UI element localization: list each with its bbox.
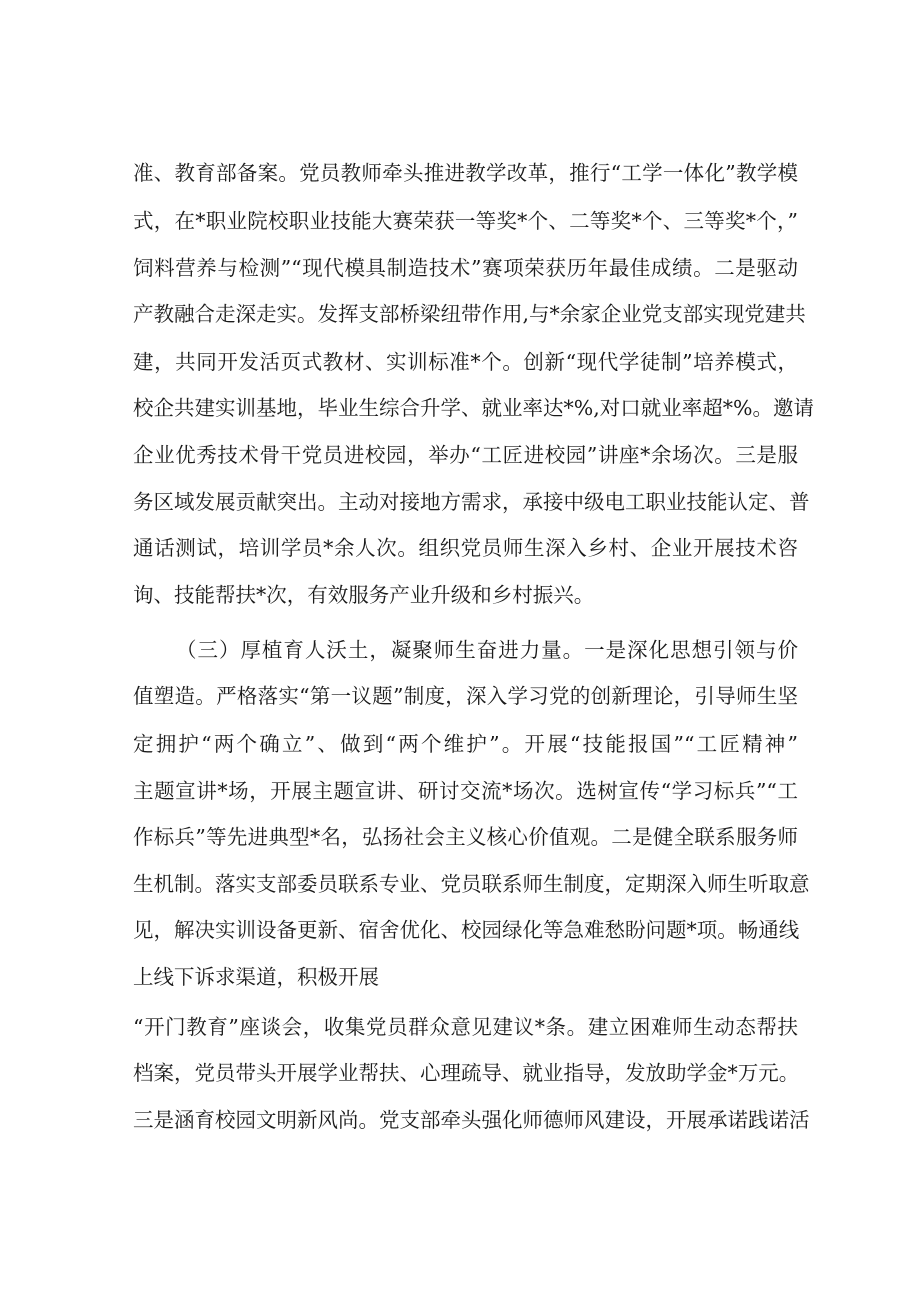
paragraph-line: 通话测试，培训学员*余人次。组织党员师生深入乡村、企业开展技术咨 (133, 536, 798, 560)
paragraph-line: 见，解决实训设备更新、宿舍优化、校园绿化等急难愁盼问题*项。畅通线 (133, 918, 800, 942)
paragraph-line: 务区域发展贡献突出。主动对接地方需求，承接中级电工职业技能认定、普 (133, 490, 810, 514)
paragraph-line: 定拥护“两个确立”、做到“两个维护”。开展“技能报国”“工匠精神” (133, 732, 798, 756)
paragraph-line: 企业优秀技术骨干党员进校园，举办“工匠进校园”讲座*余场次。三是服 (133, 443, 798, 467)
paragraph-line: 询、技能帮扶*次，有效服务产业升级和乡村振兴。 (133, 583, 595, 607)
section-heading-line: （三）厚植育人沃土，凝聚师生奋进力量。一是深化思想引领与价 (176, 638, 798, 662)
paragraph-line: 三是涵育校园文明新风尚。党支部牵头强化师德师风建设，开展承诺践诺活 (133, 1108, 810, 1132)
paragraph-line: 值塑造。严格落实“第一议题”制度，深入学习党的创新理论，引导师生坚 (133, 684, 798, 708)
paragraph-line: 档案，党员带头开展学业帮扶、心理疏导、就业指导，发放助学金*万元。 (133, 1061, 800, 1085)
paragraph-line: 产教融合走深走实。发挥支部桥梁纽带作用,与*余家企业党支部实现党建共 (133, 302, 806, 326)
paragraph-line: 式，在*职业院校职业技能大赛荣获一等奖*个、二等奖*个、三等奖*个，” (133, 209, 798, 233)
paragraph-line: 饲料营养与检测”“现代模具制造技术”赛项荣获历年最佳成绩。二是驱动 (133, 256, 798, 280)
paragraph-line: “开门教育”座谈会，收集党员群众意见建议*条。建立困难师生动态帮扶 (133, 1015, 798, 1039)
paragraph-line: 主题宣讲*场，开展主题宣讲、研讨交流*场次。选树宣传“学习标兵”“工 (133, 779, 798, 803)
paragraph-line: 上线下诉求渠道，积极开展 (133, 965, 379, 989)
paragraph-line: 校企共建实训基地，毕业生综合升学、就业率达*%,对口就业率超*%。邀请 (133, 396, 814, 420)
paragraph-line: 生机制。落实支部委员联系专业、党员联系师生制度，定期深入师生听取意 (133, 872, 810, 896)
paragraph-line: 作标兵”等先进典型*名，弘扬社会主义核心价值观。二是健全联系服务师 (133, 825, 798, 849)
paragraph-line: 准、教育部备案。党员教师牵头推进教学改革，推行“工学一体化”教学模 (133, 161, 798, 185)
paragraph-line: 建，共同开发活页式教材、实训标准*个。创新“现代学徒制”培养模式， (133, 350, 798, 374)
